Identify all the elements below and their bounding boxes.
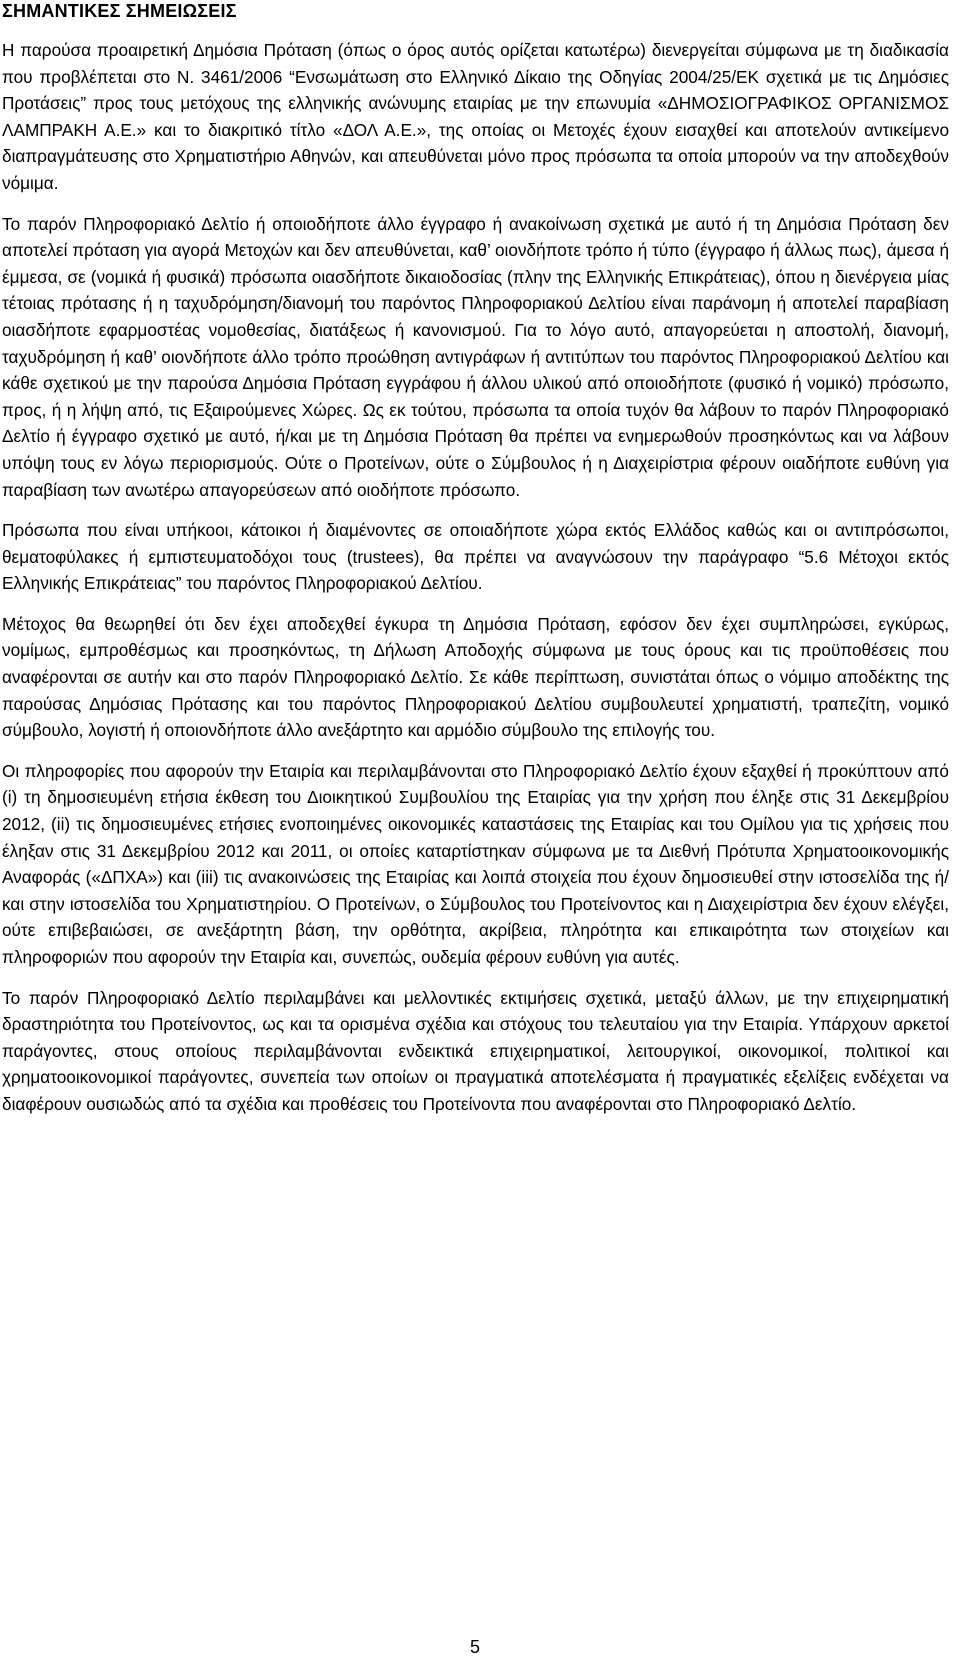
company-name: ΔΗΜΟΣΙΟΓΡΑΦΙΚΟΣ ΟΡΓΑΝΙΣΜΟΣ ΛΑΜΠΡΑΚΗ Α.Ε. <box>2 93 949 140</box>
paragraph-1-text-c: », της οποίας οι Μετοχές έχουν εισαχθεί και αποτελούν αντικείμενο διαπραγμάτευσης στο Χρηματιστήριο Αθηνών, και απευθύνεται μόνο προς πρόσωπα τα οποία μπορούν να την αποδεχθούν νόμιμα. <box>2 119 950 193</box>
paragraph-4: Μέτοχος θα θεωρηθεί ότι δεν έχει αποδεχθεί έγκυρα τη Δημόσια Πρόταση, εφόσον δεν έχει συμπληρώσει, εγκύρως, νομίμως, εμπροθέσμως και προσηκόντως, τη Δήλωση Αποδοχής σύμφωνα με τους όρους και τις προϋποθέσεις που αναφέρονται σε αυτήν και στο παρόν Πληροφοριακό Δελτίο. Σε κάθε περίπτωση, συνιστάται όπως ο νόμιμο αποδέκτης της παρούσας Δημόσιας Πρότασης και του παρόντος Πληροφοριακού Δελτίου συμβουλευτεί χρηματιστή, τραπεζίτη, νομικό σύμβουλο, λογιστή ή οποιονδήποτε άλλο ανεξάρτητο και αρμόδιο σύμβουλο της επιλογής του. <box>2 613 949 741</box>
paragraph-5: Οι πληροφορίες που αφορούν την Εταιρία και περιλαμβάνονται στο Πληροφοριακό Δελτίο έχουν εξαχθεί ή προκύπτουν από (i) τη δημοσιευμένη ετήσια έκθεση του Διοικητικού Συμβουλίου της Εταιρίας για την χρήση που έληξε στις 31 Δεκεμβρίου 2012, (ii) τις δημοσιευμένες ετήσιες ενοποιημένες οικονομικές καταστάσεις της Εταιρίας και του Ομίλου για τις χρήσεις που έληξαν στις 31 Δεκεμβρίου 2012 και 2011, οι οποίες καταρτίστηκαν σύμφωνα με τα Διεθνή Πρότυπα Χρηματοοικονομικής Αναφοράς («ΔΠΧΑ») και (iii) τις ανακοινώσεις της Εταιρίας και λοιπά στοιχεία που έχουν δημοσιευθεί στην ιστοσελίδα της ή/και στην ιστοσελίδα του Χρηματιστηρίου. Ο Προτείνων, ο Σύμβουλος του Προτείνοντος και η Διαχειρίστρια δεν έχουν ελέγξει, ούτε επιβεβαιώσει, σε ανεξάρτητη βάση, την ορθότητα, ακρίβεια, πληρότητα και επικαιρότητα των στοιχείων και πληροφοριών που αφορούν την Εταιρία και, συνεπώς, ουδεμία φέρουν ευθύνη για αυτές. <box>2 760 949 967</box>
paragraph-3: Πρόσωπα που είναι υπήκοοι, κάτοικοι ή διαμένοντες σε οποιαδήποτε χώρα εκτός Ελλάδος καθώς και οι αντιπρόσωποι, θεματοφύλακες ή εμπιστευματοδόχοι τους (trustees), θα πρέπει να αναγνώσουν την παράγραφο “5.6 Μέτοχοι εκτός Ελληνικής Επικράτειας” του παρόντος Πληροφοριακού Δελτίου. <box>2 520 949 594</box>
paragraph-1-text-b: » και το διακριτικό τίτλο « <box>136 119 343 140</box>
company-distinctive-title: ΔΟΛ Α.Ε. <box>342 119 417 140</box>
paragraph-2: Το παρόν Πληροφοριακό Δελτίο ή οποιοδήποτε άλλο έγγραφο ή ανακοίνωση σχετικά με αυτό ή τη Δημόσια Πρόταση δεν αποτελεί πρόταση για αγορά Μετοχών και δεν απευθύνεται, καθ’ οιονδήποτε τρόπο ή τύπο (έγγραφο ή άλλως πως), άμεσα ή έμμεσα, σε (νομικά ή φυσικά) πρόσωπα οιασδήποτε δικαιοδοσίας (πλην της Ελληνικής Επικράτειας), όπου η διενέργεια μίας τέτοιας πρότασης ή η ταχυδρόμηση/διανομή του παρόντος Πληροφοριακού Δελτίου είναι παράνομη ή αποτελεί παραβίαση οιασδήποτε εφαρμοστέας νομοθεσίας, διατάξεως ή κανονισμού. Για το λόγο αυτό, απαγορεύεται η αποστολή, διανομή, ταχυδρόμηση ή καθ’ οιονδήποτε άλλο τρόπο προώθηση αντιγράφων ή αντιτύπων του παρόντος Πληροφοριακού Δελτίου και κάθε σχετικού με την παρούσα Δημόσια Πρόταση εγγράφου ή άλλου υλικού από οποιοδήποτε (φυσικό ή νομικό) πρόσωπο, προς, ή η λήψη από, τις Εξαιρούμενες Χώρες. Ως εκ τούτου, πρόσωπα τα οποία τυχόν θα λάβουν το παρόν Πληροφοριακό Δελτίο ή έγγραφο σχετικό με αυτό, ή/και με τη Δημόσια Πρόταση θα πρέπει να ενημερωθούν προσηκόντως και να λάβουν υπόψη τους εν λόγω περιορισμούς. Ούτε ο Προτείνων, ούτε ο Σύμβουλος ή η Διαχειρίστρια φέρουν οιαδήποτε ευθύνη για παραβίαση των ανωτέρω απαγορεύσεων από οιοδήποτε πρόσωπο. <box>2 213 949 500</box>
document-body <box>2 37 949 1132</box>
section-heading: ΣΗΜΑΝΤΙΚΕΣ ΣΗΜΕΙΩΣΕΙΣ <box>2 1 237 21</box>
paragraph-1-text-a: Η παρούσα προαιρετική Δημόσια Πρόταση (όπως ο όρος αυτός ορίζεται κατωτέρω) διενεργείται σύμφωνα με τη διαδικασία που προβλέπεται στο Ν. 3461/2006 “Ενσωμάτωση στο Ελληνικό Δίκαιο της Οδηγίας 2004/25/ΕΚ σχετικά με τις Δημόσιες Προτάσεις” προς τους μετόχους της ελληνικής ανώνυμης εταιρίας με την επωνυμία « <box>2 40 949 114</box>
paragraph-6: Το παρόν Πληροφοριακό Δελτίο περιλαμβάνει και μελλοντικές εκτιμήσεις σχετικά, μεταξύ άλλων, με την επιχειρηματική δραστηριότητα του Προτείνοντος, ως και τα ορισμένα σχέδια και στόχους του τελευταίου για την Εταιρία. Υπάρχουν αρκετοί παράγοντες, στους οποίους περιλαμβάνονται ενδεικτικά επιχειρηματικοί, λειτουργικοί, οικονομικοί, πολιτικοί και χρηματοοικονομικοί παράγοντες, συνεπεία των οποίων οι πραγματικά αποτελέσματα ή πραγματικές εξελίξεις ενδέχεται να διαφέρουν ουσιωδώς από τα σχέδια και προθέσεις του Προτείνοντα που αναφέρονται στο Πληροφοριακό Δελτίο. <box>2 987 949 1114</box>
page-number: 5 <box>470 1637 481 1657</box>
paragraph-1 <box>2 37 949 197</box>
